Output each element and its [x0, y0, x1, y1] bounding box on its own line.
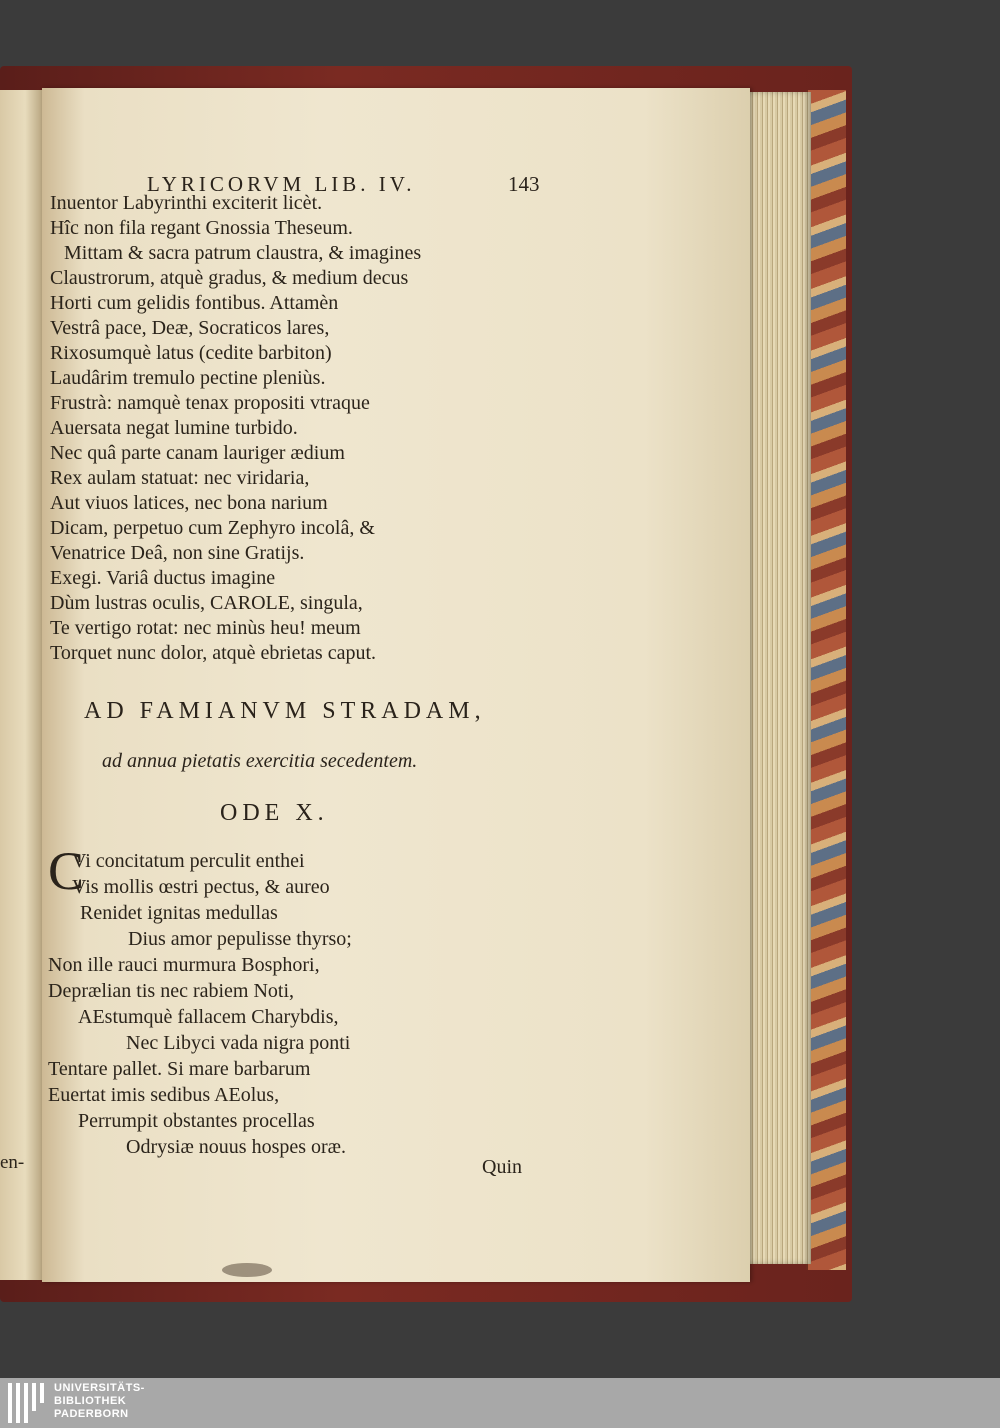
verse-line: Aut viuos latices, nec bona narium: [50, 492, 328, 514]
ode-number: ODE X.: [220, 800, 329, 826]
verse-line: Claustrorum, atquè gradus, & medium decus: [50, 267, 409, 289]
page-number: 143: [508, 172, 540, 196]
verse-line: Exegi. Variâ ductus imagine: [50, 567, 276, 589]
verse-line: Dùm lustras oculis, CAROLE, singula,: [50, 592, 363, 614]
ode-title: AD FAMIANVM STRADAM,: [84, 698, 486, 724]
drop-cap: C: [48, 841, 85, 901]
verse-line: Venatrice Deâ, non sine Gratijs.: [50, 542, 305, 564]
verse-line: Hîc non fila regant Gnossia Theseum.: [50, 217, 353, 239]
ode-line: AEstumquè fallacem Charybdis,: [78, 1006, 339, 1028]
ode-line: Renidet ignitas medullas: [80, 902, 278, 924]
library-logo-icon: [8, 1383, 48, 1423]
ode-line: Perrumpit obstantes procellas: [78, 1110, 315, 1132]
verse-line: Torquet nunc dolor, atquè ebrietas caput.: [50, 642, 377, 664]
verse-line: Mittam & sacra patrum claustra, & imagines: [64, 242, 422, 264]
footer-bar: [0, 1378, 1000, 1428]
ode-line: Non ille rauci murmura Bosphori,: [48, 954, 320, 976]
ode-line: Vis mollis œstri pectus, & aureo: [72, 876, 330, 898]
ode-line: Odrysiæ nouus hospes oræ.: [126, 1136, 347, 1158]
library-name: [54, 1382, 145, 1421]
verse-line: Rex aulam statuat: nec viridaria,: [50, 467, 310, 489]
verse-line: Auersata negat lumine turbido.: [50, 417, 298, 439]
verse-line: Horti cum gelidis fontibus. Attamèn: [50, 292, 339, 314]
verse-line: Nec quâ parte canam lauriger ædium: [50, 442, 345, 464]
running-head: LYRICORVM LIB. IV.: [147, 172, 416, 196]
left-page: [0, 90, 42, 1280]
verse-line: Vestrâ pace, Deæ, Socraticos lares,: [50, 317, 330, 339]
ode-subtitle: ad annua pietatis exercitia secedentem.: [102, 750, 418, 772]
verse-line: Inuentor Labyrinthi exciterit licèt.: [50, 192, 323, 214]
library-name-line: PADERBORN: [54, 1408, 129, 1420]
left-page-fragment: en-: [0, 1152, 25, 1173]
marbled-edge: [806, 90, 846, 1270]
ink-stain: [222, 1263, 272, 1277]
library-name-line: BIBLIOTHEK: [54, 1395, 127, 1407]
ode-line: Vi concitatum perculit enthei: [72, 850, 305, 872]
ode-line: Dius amor pepulisse thyrso;: [128, 928, 352, 950]
ode-line: Nec Libyci vada nigra ponti: [126, 1032, 351, 1054]
verse-line: Frustrà: namquè tenax propositi vtraque: [50, 392, 370, 414]
page-block-edges: [745, 92, 811, 1264]
verse-line: Dicam, perpetuo cum Zephyro incolâ, &: [50, 517, 375, 539]
right-page: [42, 88, 750, 1282]
catchword: Quin: [482, 1156, 522, 1178]
library-name-line: UNIVERSITÄTS-: [54, 1382, 145, 1394]
ode-line: Euertat imis sedibus AEolus,: [48, 1084, 280, 1106]
verse-line: Rixosumquè latus (cedite barbiton): [50, 342, 332, 364]
verse-line: Laudârim tremulo pectine pleniùs.: [50, 367, 326, 389]
ode-line: Deprælian tis nec rabiem Noti,: [48, 980, 295, 1002]
ode-line: Tentare pallet. Si mare barbarum: [48, 1058, 311, 1080]
verse-line: Te vertigo rotat: nec minùs heu! meum: [50, 617, 361, 639]
